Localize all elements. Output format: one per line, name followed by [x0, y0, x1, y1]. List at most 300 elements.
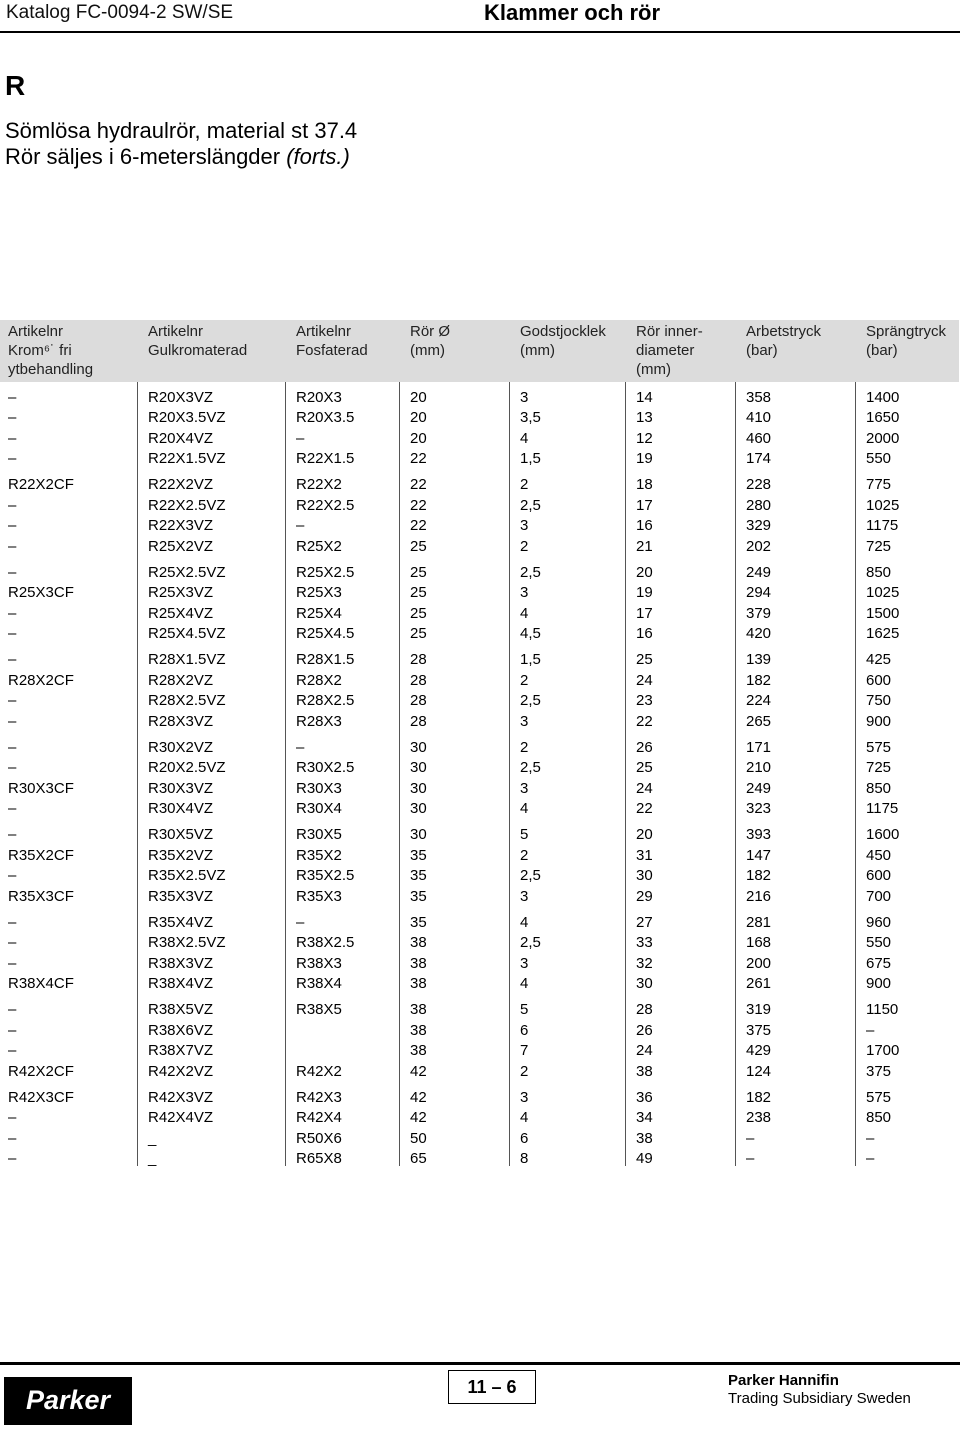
table-cell: 3	[520, 887, 529, 905]
column-divider	[625, 382, 626, 1166]
table-cell: 26	[636, 738, 653, 756]
page-number: 11 – 6	[448, 1370, 536, 1404]
table-cell: 38	[410, 1021, 427, 1039]
column-divider	[509, 382, 510, 1166]
column-header	[866, 322, 946, 360]
table-cell: R28X3VZ	[148, 712, 214, 730]
table-cell: 393	[746, 826, 772, 843]
table-cell: 2,5	[520, 563, 541, 581]
table-cell: 3	[520, 388, 529, 406]
column-header	[148, 322, 247, 360]
table-cell: –	[296, 913, 305, 931]
table-row	[0, 758, 959, 779]
table-cell: –	[866, 1021, 875, 1039]
table-row	[0, 933, 959, 954]
table-cell: 124	[746, 1062, 772, 1080]
table-row	[0, 866, 959, 887]
table-cell: 850	[866, 563, 892, 581]
table-cell: 22	[410, 476, 427, 493]
table-row	[0, 408, 959, 429]
table-cell: 228	[746, 476, 772, 493]
table-cell: 182	[746, 867, 772, 884]
table-cell: –	[8, 537, 17, 555]
table-cell: 25	[410, 563, 427, 581]
table-cell: 3	[520, 1088, 529, 1106]
table-cell: –	[8, 450, 17, 467]
table-cell: 224	[746, 692, 772, 709]
table-cell: –	[8, 1129, 17, 1147]
table-cell: 20	[410, 429, 427, 447]
table-cell: R22X1.5	[296, 450, 355, 467]
table-row	[0, 799, 959, 820]
parker-logo	[4, 1377, 132, 1425]
table-cell: 900	[866, 975, 892, 992]
table-cell: 1700	[866, 1042, 900, 1059]
table-cell: 4	[520, 913, 529, 931]
table-cell: 3,5	[520, 409, 541, 426]
table-cell: R42X3	[296, 1088, 342, 1106]
table-cell: 4	[520, 429, 529, 447]
table-cell: –	[8, 692, 17, 709]
table-cell: –	[8, 826, 17, 843]
table-cell: 216	[746, 887, 772, 905]
row-group	[0, 1000, 959, 1082]
table-cell: R42X2VZ	[148, 1062, 214, 1080]
column-divider	[855, 382, 856, 1166]
table-row	[0, 604, 959, 625]
subtitle-line-2-italic: (forts.)	[286, 144, 350, 169]
row-group	[0, 388, 959, 470]
table-cell: R20X3	[296, 388, 342, 406]
table-cell: 33	[636, 934, 653, 951]
table-cell: –	[8, 517, 17, 534]
table-cell: –	[8, 563, 17, 581]
table-cell: –	[8, 712, 17, 730]
table-cell: 4	[520, 1109, 529, 1126]
table-cell: 182	[746, 1088, 772, 1106]
table-row	[0, 671, 959, 692]
table-cell: R38X4VZ	[148, 975, 214, 992]
table-cell: R22X2CF	[8, 476, 74, 493]
table-cell: 22	[410, 450, 427, 467]
table-cell: 900	[866, 712, 892, 730]
table-cell: 2,5	[520, 692, 541, 709]
table-cell: 20	[636, 826, 653, 843]
table-cell: 7	[520, 1042, 529, 1059]
table-cell: 22	[410, 517, 427, 534]
table-cell: 34	[636, 1109, 653, 1126]
table-cell: 30	[410, 800, 427, 817]
table-body	[0, 382, 959, 1170]
table-cell: 4	[520, 800, 529, 817]
table-cell: –	[866, 1150, 875, 1167]
table-cell: _	[148, 1150, 157, 1167]
table-cell: R22X2VZ	[148, 476, 214, 493]
column-header-line: Rör inner-	[636, 323, 703, 340]
table-cell: 375	[746, 1021, 772, 1039]
column-divider	[137, 382, 138, 1166]
column-header-line: Artikelnr	[148, 323, 204, 340]
column-header	[410, 322, 450, 360]
table-cell: 4	[520, 975, 529, 992]
table-cell: 2	[520, 476, 529, 493]
table-cell: R25X3VZ	[148, 584, 214, 601]
table-cell: R38X2.5VZ	[148, 934, 226, 951]
table-cell: 3	[520, 779, 529, 797]
table-cell: 147	[746, 846, 772, 864]
table-cell: 38	[410, 954, 427, 972]
table-cell: R25X2.5	[296, 563, 355, 581]
table-cell: –	[8, 496, 17, 514]
table-cell: 25	[410, 625, 427, 642]
table-cell: 18	[636, 476, 653, 493]
table-row	[0, 1149, 959, 1170]
table-cell: R30X5VZ	[148, 826, 214, 843]
table-cell: R25X4	[296, 604, 342, 622]
table-cell: R38X5VZ	[148, 1001, 214, 1018]
row-group	[0, 913, 959, 995]
table-cell: 174	[746, 450, 772, 467]
table-cell: R25X2VZ	[148, 537, 214, 555]
table-cell: R28X1.5VZ	[148, 651, 226, 668]
column-header-line: Arbetstryck	[746, 323, 822, 340]
table-cell: 17	[636, 604, 653, 622]
table-cell: 38	[410, 975, 427, 992]
table-row	[0, 1108, 959, 1129]
table-cell: 23	[636, 692, 653, 709]
table-cell: 42	[410, 1062, 427, 1080]
table-row	[0, 954, 959, 975]
table-cell: –	[8, 759, 17, 776]
table-cell: 575	[866, 738, 892, 756]
table-cell: –	[8, 913, 17, 931]
table-cell: 3	[520, 517, 529, 534]
table-row	[0, 846, 959, 867]
table-cell: 38	[410, 1042, 427, 1059]
table-cell: 22	[636, 800, 653, 817]
table-cell: 323	[746, 800, 772, 817]
table-cell: –	[8, 1001, 17, 1018]
table-cell: 725	[866, 759, 892, 776]
table-cell: R30X2VZ	[148, 738, 214, 756]
table-cell: 35	[410, 913, 427, 931]
table-cell: 202	[746, 537, 772, 555]
table-row	[0, 563, 959, 584]
subtitle-line-1: Sömlösa hydraulrör, material st 37.4	[5, 118, 358, 143]
table-row	[0, 1021, 959, 1042]
table-cell: 21	[636, 537, 653, 555]
table-row	[0, 429, 959, 450]
table-cell: 1150	[866, 1001, 899, 1018]
table-cell: R65X8	[296, 1150, 342, 1167]
table-cell: 30	[410, 759, 427, 776]
table-cell: 450	[866, 846, 892, 864]
table-cell: 375	[866, 1062, 892, 1080]
table-cell: 65	[410, 1150, 427, 1167]
catalog-number: Katalog FC-0094-2 SW/SE	[6, 2, 234, 23]
table-cell: –	[8, 738, 17, 756]
column-header-line: diameter	[636, 342, 695, 359]
table-cell: 22	[636, 712, 653, 730]
table-cell: 960	[866, 913, 892, 931]
table-cell: R25X4.5VZ	[148, 625, 226, 642]
table-cell: 575	[866, 1088, 892, 1106]
table-cell: –	[746, 1129, 755, 1147]
table-cell: 22	[410, 496, 427, 514]
table-cell: 139	[746, 651, 772, 668]
table-cell: 280	[746, 496, 772, 514]
table-cell: 379	[746, 604, 772, 622]
document-title: Klammer och rör	[484, 0, 661, 25]
table-cell: 460	[746, 429, 772, 447]
company-name: Parker Hannifin	[728, 1372, 839, 1389]
table-cell: 2	[520, 1062, 529, 1080]
table-row	[0, 887, 959, 908]
table-cell: R28X2.5	[296, 692, 355, 709]
column-header-line: Fosfaterad	[296, 342, 368, 359]
table-cell: R38X6VZ	[148, 1021, 214, 1039]
table-row	[0, 1129, 959, 1150]
table-cell: 35	[410, 887, 427, 905]
table-cell: 38	[410, 1001, 427, 1018]
header-divider	[0, 31, 960, 33]
table-cell: 8	[520, 1150, 529, 1167]
table-cell: R30X3CF	[8, 779, 74, 797]
table-cell: R28X1.5	[296, 651, 355, 668]
table-cell: R42X3CF	[8, 1088, 74, 1106]
table-cell: 19	[636, 450, 653, 467]
table-cell: 265	[746, 712, 772, 730]
table-cell: 38	[636, 1129, 653, 1147]
table-cell: –	[296, 429, 305, 447]
table-cell: 182	[746, 671, 772, 689]
table-row	[0, 537, 959, 558]
subtitle-line-2	[5, 144, 357, 170]
table-cell: 420	[746, 625, 772, 642]
table-cell: R38X5	[296, 1001, 342, 1018]
column-header	[520, 322, 606, 360]
table-cell: R38X4CF	[8, 975, 74, 992]
table-cell: 2000	[866, 429, 900, 447]
table-cell: 358	[746, 388, 772, 406]
table-cell: 25	[410, 604, 427, 622]
table-row	[0, 1088, 959, 1109]
table-cell: 550	[866, 450, 892, 467]
table-cell: R42X4	[296, 1109, 342, 1126]
table-cell: R30X4	[296, 800, 342, 817]
table-cell: –	[8, 934, 17, 951]
table-cell: 19	[636, 584, 653, 601]
table-cell: 30	[636, 867, 653, 884]
table-cell: R38X3	[296, 954, 342, 972]
table-cell: R25X2	[296, 537, 342, 555]
table-cell: 25	[410, 584, 427, 601]
column-header-line: ytbehandling	[8, 361, 94, 378]
table-cell: R42X2	[296, 1062, 342, 1080]
table-cell: –	[8, 429, 17, 447]
table-cell: 25	[636, 759, 653, 776]
table-cell: 1025	[866, 496, 900, 514]
table-cell: 28	[410, 712, 427, 730]
table-cell: 5	[520, 1001, 529, 1018]
table-cell: 4,5	[520, 625, 541, 642]
table-cell: 410	[746, 409, 772, 426]
table-cell: 1625	[866, 625, 900, 642]
table-cell: 1600	[866, 826, 900, 843]
table-row	[0, 1062, 959, 1083]
column-header-line: (mm)	[636, 361, 671, 378]
table-cell: 24	[636, 779, 653, 797]
table-cell: 28	[410, 692, 427, 709]
column-header	[296, 322, 368, 360]
table-cell: 1025	[866, 584, 900, 601]
table-cell: 31	[636, 846, 653, 864]
table-cell: 600	[866, 867, 892, 884]
table-header	[0, 320, 959, 382]
table-cell: R22X3VZ	[148, 517, 214, 534]
section-subtitle	[5, 118, 357, 170]
table-row	[0, 388, 959, 409]
column-header-line: Krom⁶˙ fri	[8, 342, 72, 359]
table-cell: R22X2	[296, 476, 342, 493]
table-cell: R38X2.5	[296, 934, 355, 951]
table-row	[0, 449, 959, 470]
table-row	[0, 475, 959, 496]
table-cell: R42X4VZ	[148, 1109, 214, 1126]
table-cell: R42X2CF	[8, 1062, 74, 1080]
table-cell: R35X4VZ	[148, 913, 214, 931]
company-subtitle: Trading Subsidiary Sweden	[728, 1390, 911, 1407]
table-cell: 38	[636, 1062, 653, 1080]
table-cell: R25X4VZ	[148, 604, 214, 622]
table-cell: 2,5	[520, 867, 541, 884]
table-cell: 42	[410, 1088, 427, 1106]
table-cell: R35X3	[296, 887, 342, 905]
table-cell: 30	[410, 779, 427, 797]
table-cell: 30	[410, 738, 427, 756]
table-row	[0, 779, 959, 800]
table-cell: –	[8, 604, 17, 622]
column-header	[746, 322, 821, 360]
table-cell: 1400	[866, 388, 900, 406]
table-cell: –	[8, 800, 17, 817]
table-cell: R50X6	[296, 1129, 342, 1147]
table-cell: 4	[520, 604, 529, 622]
table-row	[0, 624, 959, 645]
table-cell: 26	[636, 1021, 653, 1039]
table-cell: –	[296, 738, 305, 756]
table-row	[0, 650, 959, 671]
table-cell: 675	[866, 954, 892, 972]
table-cell: R20X4VZ	[148, 429, 214, 447]
table-cell: –	[8, 625, 17, 642]
table-cell: 850	[866, 1109, 892, 1126]
table-cell: 200	[746, 954, 772, 972]
table-cell: R25X3	[296, 584, 342, 601]
row-group	[0, 650, 959, 732]
table-cell: 16	[636, 625, 653, 642]
table-cell: R20X3VZ	[148, 388, 214, 406]
table-cell: 25	[410, 537, 427, 555]
column-divider	[285, 382, 286, 1166]
row-group	[0, 738, 959, 820]
table-cell: 20	[410, 409, 427, 426]
table-cell: 429	[746, 1042, 772, 1059]
table-row	[0, 583, 959, 604]
table-cell: 319	[746, 1001, 772, 1018]
table-cell: 329	[746, 517, 772, 534]
table-cell: 28	[410, 651, 427, 668]
table-cell: 6	[520, 1129, 529, 1147]
table-cell: 750	[866, 692, 892, 709]
row-group	[0, 475, 959, 557]
table-cell: R22X1.5VZ	[148, 450, 226, 467]
table-cell: –	[8, 388, 17, 406]
column-header-line: (mm)	[520, 342, 555, 359]
table-row	[0, 913, 959, 934]
table-cell: 38	[410, 934, 427, 951]
logo-text: Parker	[25, 1385, 111, 1415]
table-cell: 30	[410, 826, 427, 843]
table-cell: R30X3	[296, 779, 342, 797]
table-cell: 27	[636, 913, 653, 931]
table-cell: –	[296, 517, 305, 534]
table-cell: 20	[410, 388, 427, 406]
table-cell: 1500	[866, 604, 900, 622]
table-cell: 850	[866, 779, 892, 797]
table-row	[0, 1041, 959, 1062]
table-cell: R28X2	[296, 671, 342, 689]
table-cell: 238	[746, 1109, 772, 1126]
table-cell: R42X3VZ	[148, 1088, 214, 1106]
table-cell: –	[8, 409, 17, 426]
table-cell: R35X2.5VZ	[148, 867, 226, 884]
table-cell: R38X3VZ	[148, 954, 214, 972]
table-cell: –	[8, 1109, 17, 1126]
table-cell: 261	[746, 975, 772, 992]
table-cell: 24	[636, 1042, 653, 1059]
table-cell: –	[8, 867, 17, 884]
table-cell: R35X3VZ	[148, 887, 214, 905]
table-cell: 17	[636, 496, 653, 514]
table-cell: 35	[410, 846, 427, 864]
table-cell: R35X3CF	[8, 887, 74, 905]
table-cell: R30X4VZ	[148, 800, 214, 817]
table-row	[0, 974, 959, 995]
table-cell: R35X2VZ	[148, 846, 214, 864]
table-cell: 2	[520, 671, 529, 689]
table-cell: 700	[866, 887, 892, 905]
table-cell: 13	[636, 409, 653, 426]
table-cell: 2	[520, 537, 529, 555]
pipe-table	[0, 320, 959, 1170]
table-cell: 2,5	[520, 759, 541, 776]
table-cell: –	[866, 1129, 875, 1147]
table-cell: 1175	[866, 800, 899, 817]
table-cell: R28X2.5VZ	[148, 692, 226, 709]
table-cell: _	[148, 1129, 157, 1147]
table-cell: 2,5	[520, 496, 541, 514]
table-cell: 2,5	[520, 934, 541, 951]
table-cell: 550	[866, 934, 892, 951]
table-cell: R25X4.5	[296, 625, 355, 642]
table-cell: 725	[866, 537, 892, 555]
table-cell: R35X2	[296, 846, 342, 864]
table-cell: 775	[866, 476, 892, 493]
table-cell: 29	[636, 887, 653, 905]
table-row	[0, 1000, 959, 1021]
table-cell: 2	[520, 738, 529, 756]
